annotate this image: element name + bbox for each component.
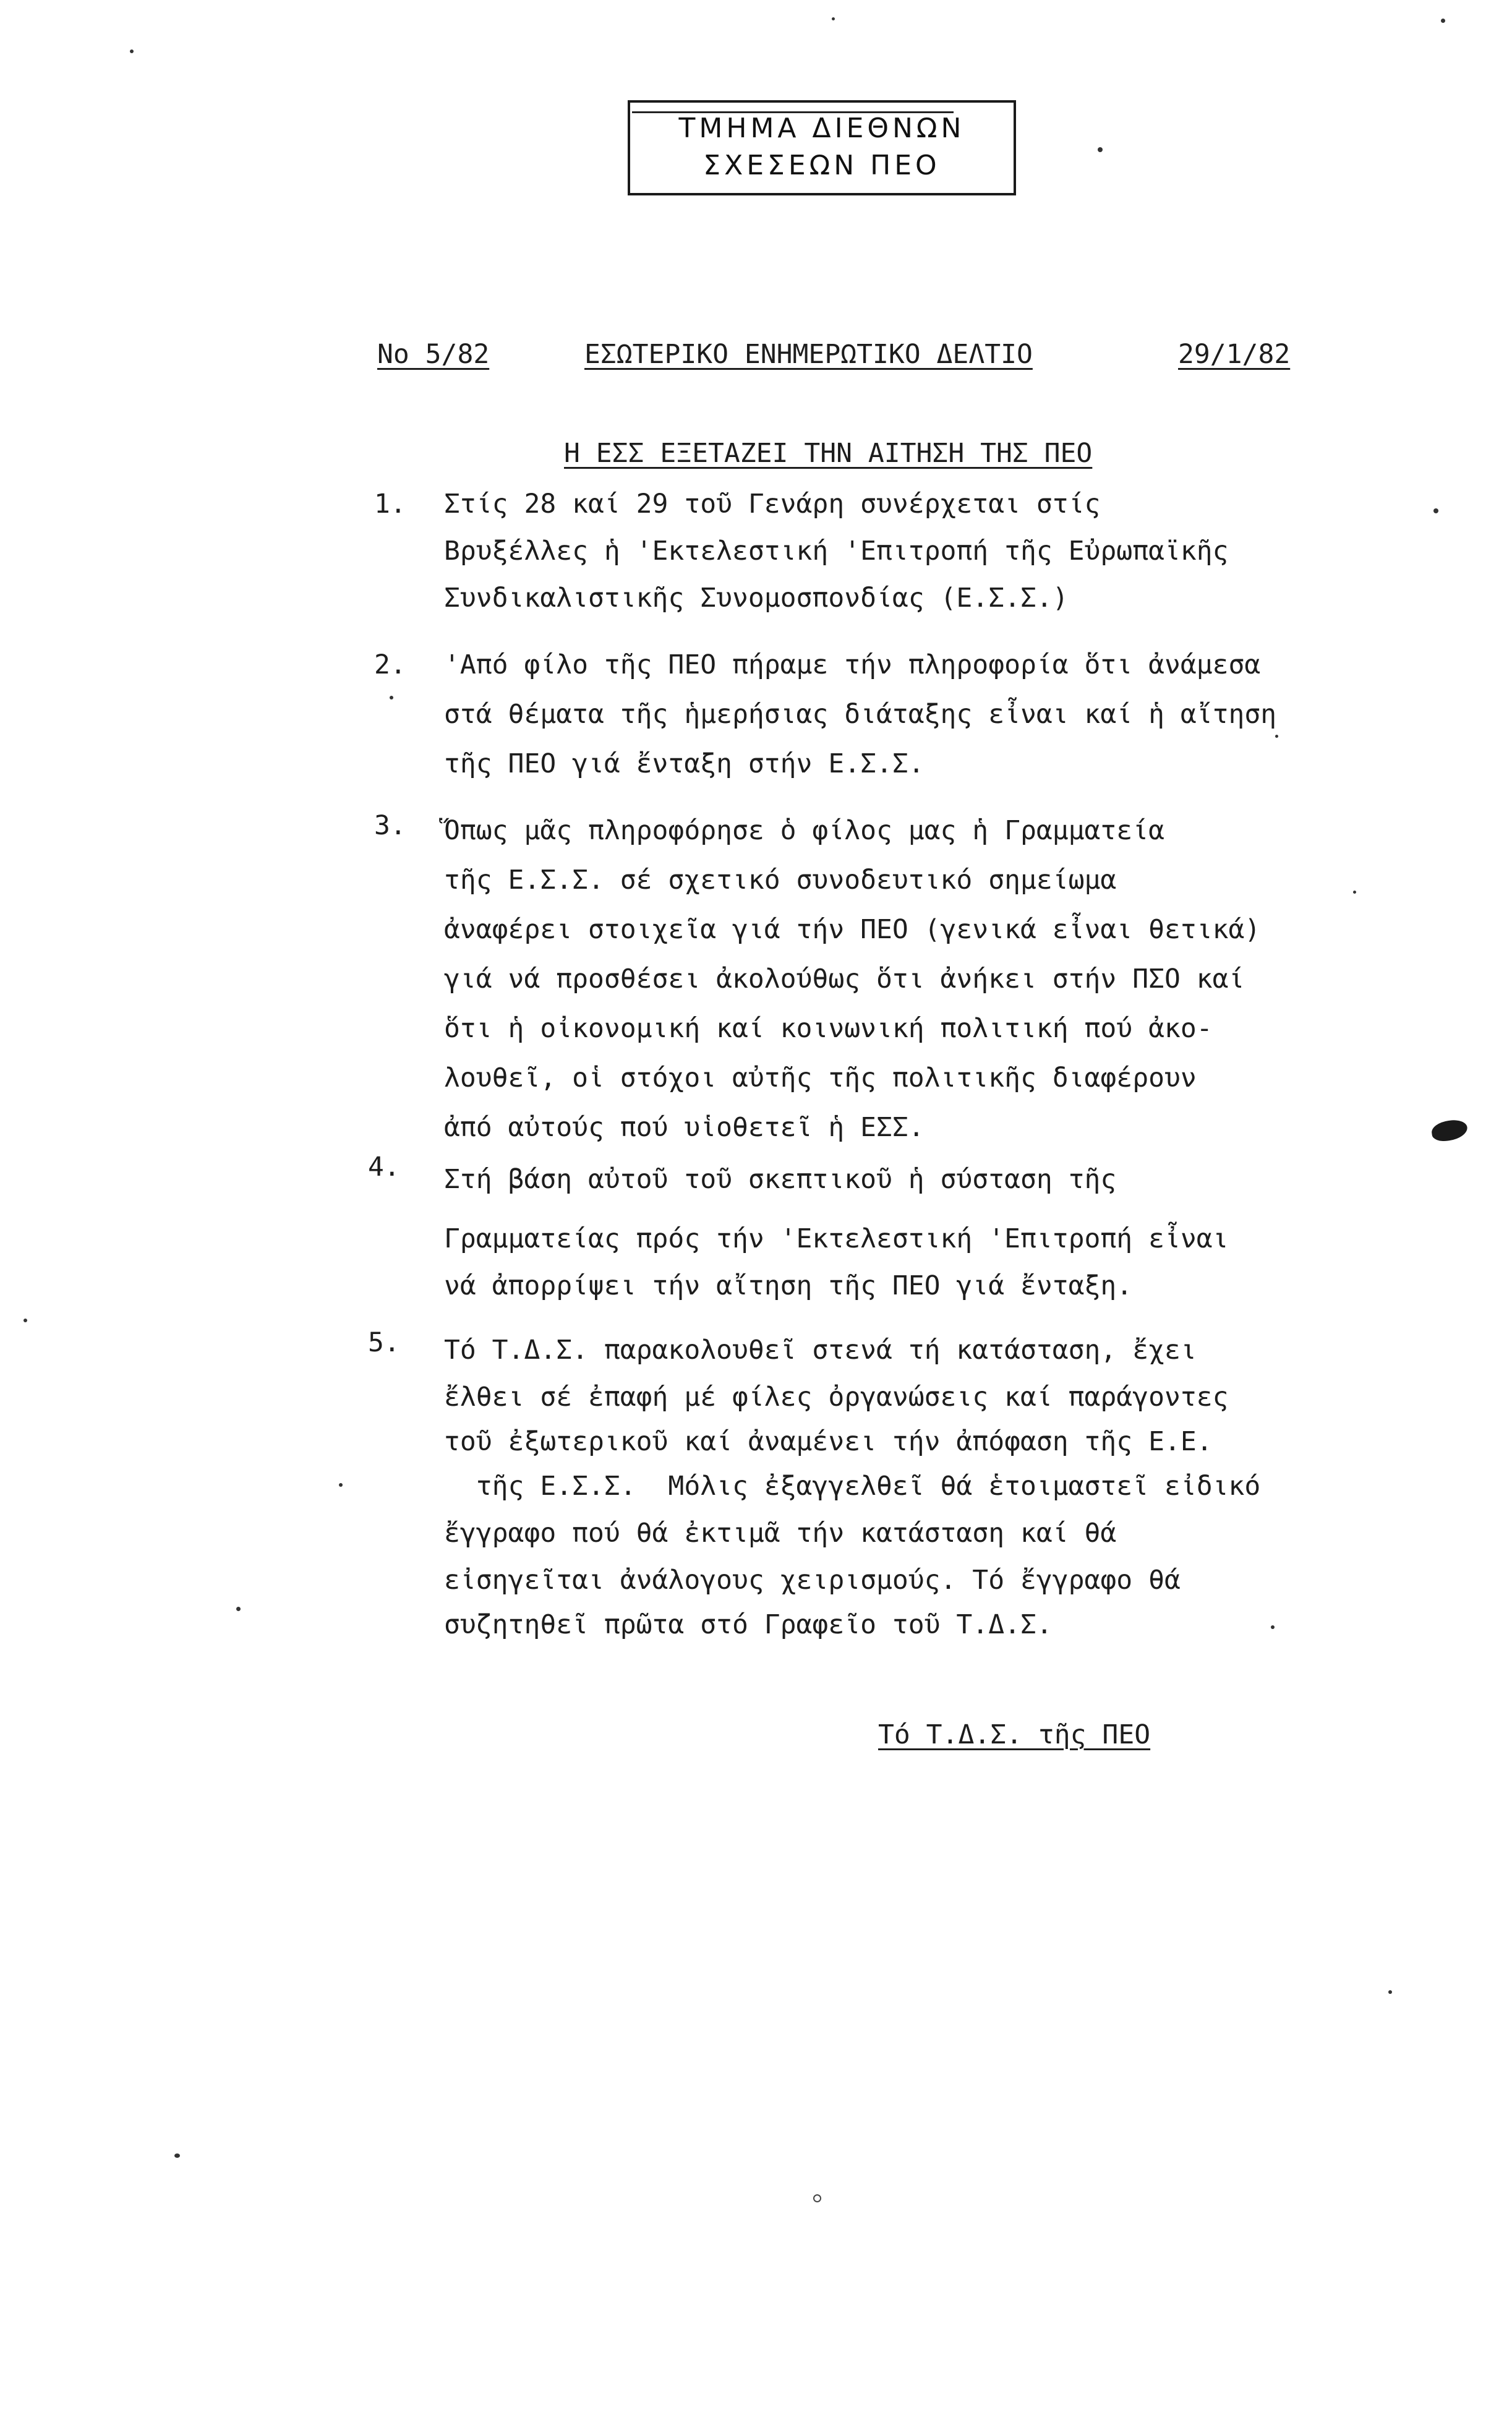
item-line: Συνδικαλιστικῆς Συνομοσπονδίας (Ε.Σ.Σ.) (444, 583, 1069, 614)
item-line: συζητηθεῖ πρῶτα στό Γραφεῖο τοῦ Τ.Δ.Σ. (444, 1609, 1053, 1640)
bulletin-title: ΕΣΩΤΕΡΙΚΟ ΕΝΗΜΕΡΩΤΙΚΟ ΔΕΛΤΙΟ (584, 339, 1033, 370)
scan-speck (130, 49, 134, 53)
item-number: 2. (374, 649, 406, 680)
item-line: στά θέματα τῆς ἡμερήσιας διάταξης εἶναι καί ἡ αἴτηση (444, 699, 1277, 730)
scan-speck (813, 2194, 821, 2202)
item-line: ἀναφέρει στοιχεῖα γιά τήν ΠΕΟ (γενικά εἶναι θετικά) (444, 914, 1261, 945)
item-number: 3. (374, 810, 406, 841)
item-line: Στίς 28 καί 29 τοῦ Γενάρη συνέρχεται στίς (444, 489, 1101, 520)
item-line: τῆς Ε.Σ.Σ. σέ σχετικό συνοδευτικό σημείωμα (444, 865, 1117, 896)
item-line: 'Από φίλο τῆς ΠΕΟ πήραμε τήν πληροφορία ὅτι ἀνάμεσα (444, 649, 1261, 680)
signature: Τό Τ.Δ.Σ. τῆς ΠΕΟ (878, 1719, 1151, 1750)
item-line: Γραμματείας πρός τήν 'Εκτελεστική 'Επιτροπή εἶναι (444, 1223, 1229, 1254)
item-line: νά ἀπορρίψει τήν αἴτηση τῆς ΠΕΟ γιά ἔνταξη. (444, 1270, 1133, 1301)
item-line: Στή βάση αὐτοῦ τοῦ σκεπτικοῦ ἡ σύσταση τῆς (444, 1164, 1117, 1195)
scan-speck (832, 17, 835, 20)
item-line: τοῦ ἐξωτερικοῦ καί ἀναμένει τήν ἀπόφαση τῆς Ε.Ε. (444, 1426, 1213, 1457)
bulletin-date: 29/1/82 (1178, 339, 1291, 370)
scan-speck (1353, 891, 1356, 894)
scan-speck (339, 1483, 343, 1487)
item-number: 1. (374, 489, 406, 520)
scan-speck (23, 1319, 27, 1322)
scan-speck (1388, 1990, 1392, 1994)
item-line: τῆς ΠΕΟ γιά ἔνταξη στήν Ε.Σ.Σ. (444, 748, 925, 779)
scan-speck (390, 696, 393, 699)
item-line: τῆς Ε.Σ.Σ. Μόλις ἐξαγγελθεῖ θά ἑτοιμαστεῖ εἰδικό (444, 1471, 1261, 1502)
scan-speck (1441, 19, 1445, 23)
stamp-line-2: ΣΧΕΣΕΩΝ ΠΕΟ (703, 150, 941, 181)
department-stamp (628, 100, 1016, 195)
stamp-line-1: ΤΜΗΜΑ ΔΙΕΘΝΩΝ (678, 113, 965, 144)
scan-speck (1098, 147, 1103, 152)
scan-speck (1433, 508, 1438, 513)
bulletin-subtitle: Η ΕΣΣ ΕΞΕΤΑΖΕΙ ΤΗΝ ΑΙΤΗΣΗ ΤΗΣ ΠΕΟ (564, 438, 1093, 469)
scan-speck (174, 2153, 180, 2158)
item-line: Τό Τ.Δ.Σ. παρακολουθεῖ στενά τή κατάσταση, ἔχει (444, 1335, 1197, 1366)
item-number: 4. (368, 1152, 400, 1182)
item-line: ἀπό αὐτούς πού υἱοθετεῖ ἡ ΕΣΣ. (444, 1112, 925, 1143)
item-line: Ὅπως μᾶς πληροφόρησε ὁ φίλος μας ἡ Γραμματεία (444, 815, 1164, 846)
item-line: ἔγγραφο πού θά ἐκτιμᾶ τήν κατάσταση καί θά (444, 1518, 1117, 1549)
scan-speck (1275, 735, 1278, 738)
scan-speck (1271, 1625, 1275, 1629)
ink-blot (1430, 1118, 1469, 1143)
item-line: λουθεῖ, οἱ στόχοι αὐτῆς τῆς πολιτικῆς διαφέρουν (444, 1063, 1197, 1093)
scan-speck (236, 1607, 241, 1611)
item-line: γιά νά προσθέσει ἀκολούθως ὅτι ἀνήκει στήν ΠΣΟ καί (444, 964, 1245, 994)
item-line: ἔλθει σέ ἐπαφή μέ φίλες ὀργανώσεις καί παράγοντες (444, 1382, 1229, 1413)
item-line: ὅτι ἡ οἰκονομική καί κοινωνική πολιτική πού ἀκο- (444, 1013, 1213, 1044)
item-line: Βρυξέλλες ἡ 'Εκτελεστική 'Επιτροπή τῆς Εὐρωπαϊκῆς (444, 536, 1229, 567)
item-line: εἰσηγεῖται ἀνάλογους χειρισμούς. Τό ἔγγραφο θά (444, 1565, 1181, 1596)
bulletin-number: No 5/82 (377, 339, 490, 370)
item-number: 5. (368, 1327, 400, 1358)
